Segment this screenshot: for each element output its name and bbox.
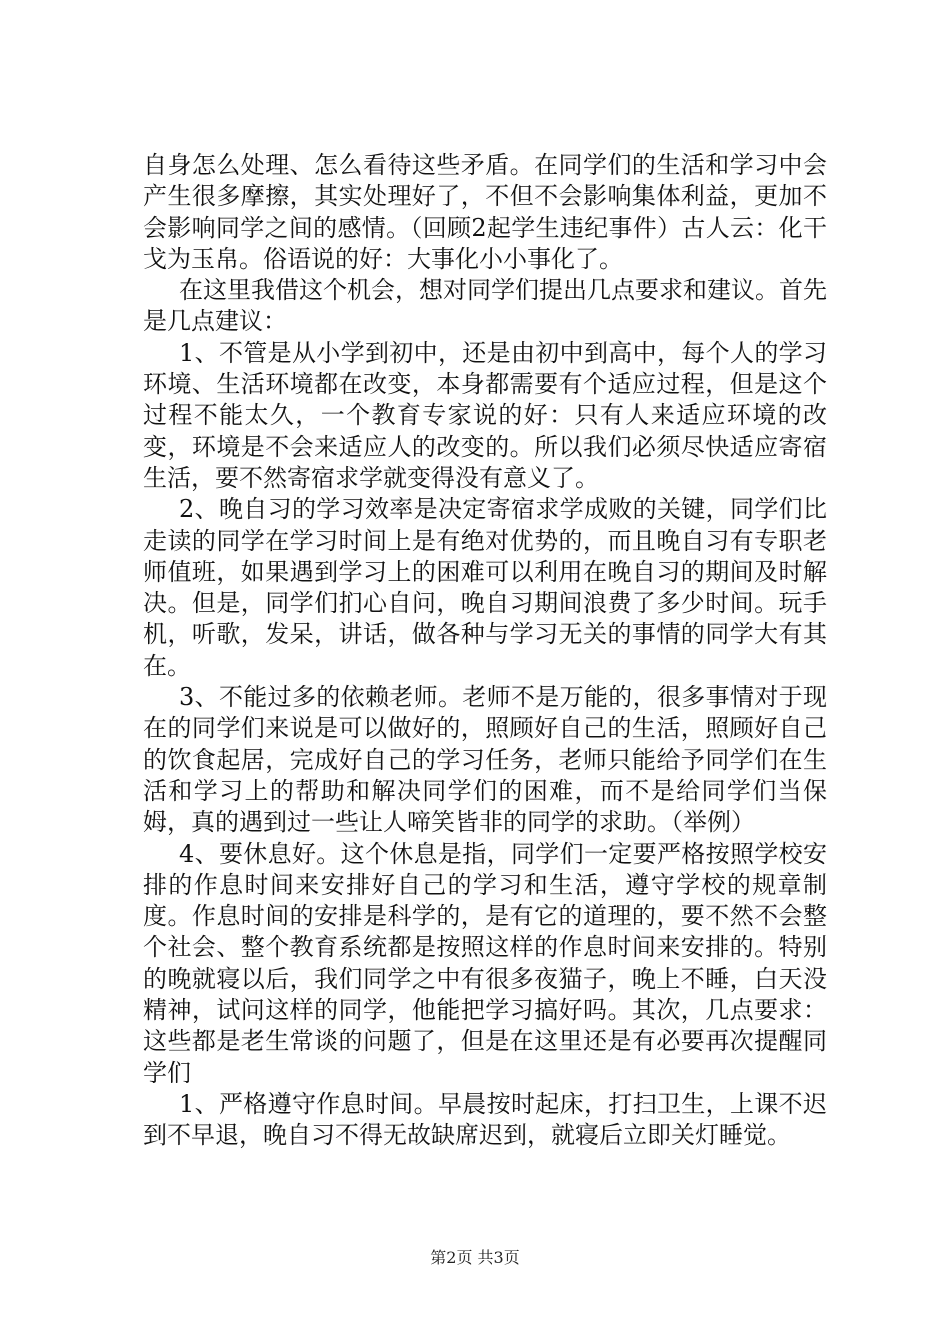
paragraph-5: 3、不能过多的依赖老师。老师不是万能的，很多事情对于现在的同学们来说是可以做好的，照顾好自己的生活，照顾好自己的饮食起居，完成好自己的学习任务，老师只能给予同学们在生活和学习上的帮助和解决同学们的困难，而不是给同学们当保姆，真的遇到过一些让人啼笑皆非的同学的求助。（举例） xyxy=(143,683,827,837)
paragraph-6: 4、要休息好。这个休息是指，同学们一定要严格按照学校安排的作息时间来安排好自己的学习和生活，遵守学校的规章制度。作息时间的安排是科学的，是有它的道理的，要不然不会整个社会、整个教育系统都是按照这样的作息时间来安排的。特别的晚就寝以后，我们同学之中有很多夜猫子，晚上不睡，白天没精神，试问这样的同学，他能把学习搞好吗。其次，几点要求：这些都是老生常谈的问题了，但是在这里还是有必要再次提醒同学们 xyxy=(143,839,827,1087)
paragraph-2: 在这里我借这个机会，想对同学们提出几点要求和建议。首先是几点建议： xyxy=(143,276,827,336)
paragraph-7: 1、严格遵守作息时间。早晨按时起床，打扫卫生，上课不迟到不早退，晚自习不得无故缺席迟到，就寝后立即关灯睡觉。 xyxy=(143,1089,827,1150)
document-body xyxy=(143,150,827,1152)
paragraph-4: 2、晚自习的学习效率是决定寄宿求学成败的关键，同学们比走读的同学在学习时间上是有绝对优势的，而且晚自习有专职老师值班，如果遇到学习上的困难可以利用在晚自习的期间及时解决。但是，同学们扪心自问，晚自习期间浪费了多少时间。玩手机，听歌，发呆，讲话，做各种与学习无关的事情的同学大有其在。 xyxy=(143,495,827,680)
paragraph-3: 1、不管是从小学到初中，还是由初中到高中，每个人的学习环境、生活环境都在改变，本身都需要有个适应过程，但是这个过程不能太久，一个教育专家说的好：只有人来适应环境的改变，环境是不会来适应人的改变的。所以我们必须尽快适应寄宿生活，要不然寄宿求学就变得没有意义了。 xyxy=(143,338,827,492)
paragraph-1: 自身怎么处理、怎么看待这些矛盾。在同学们的生活和学习中会产生很多摩擦，其实处理好了，不但不会影响集体利益，更加不会影响同学之间的感情。（回顾2起学生违纪事件）古人云：化干戈为玉帛。俗语说的好：大事化小小事化了。 xyxy=(143,151,827,273)
page-footer xyxy=(0,1245,950,1268)
page-number-label: 第2页 共3页 xyxy=(430,1248,520,1267)
